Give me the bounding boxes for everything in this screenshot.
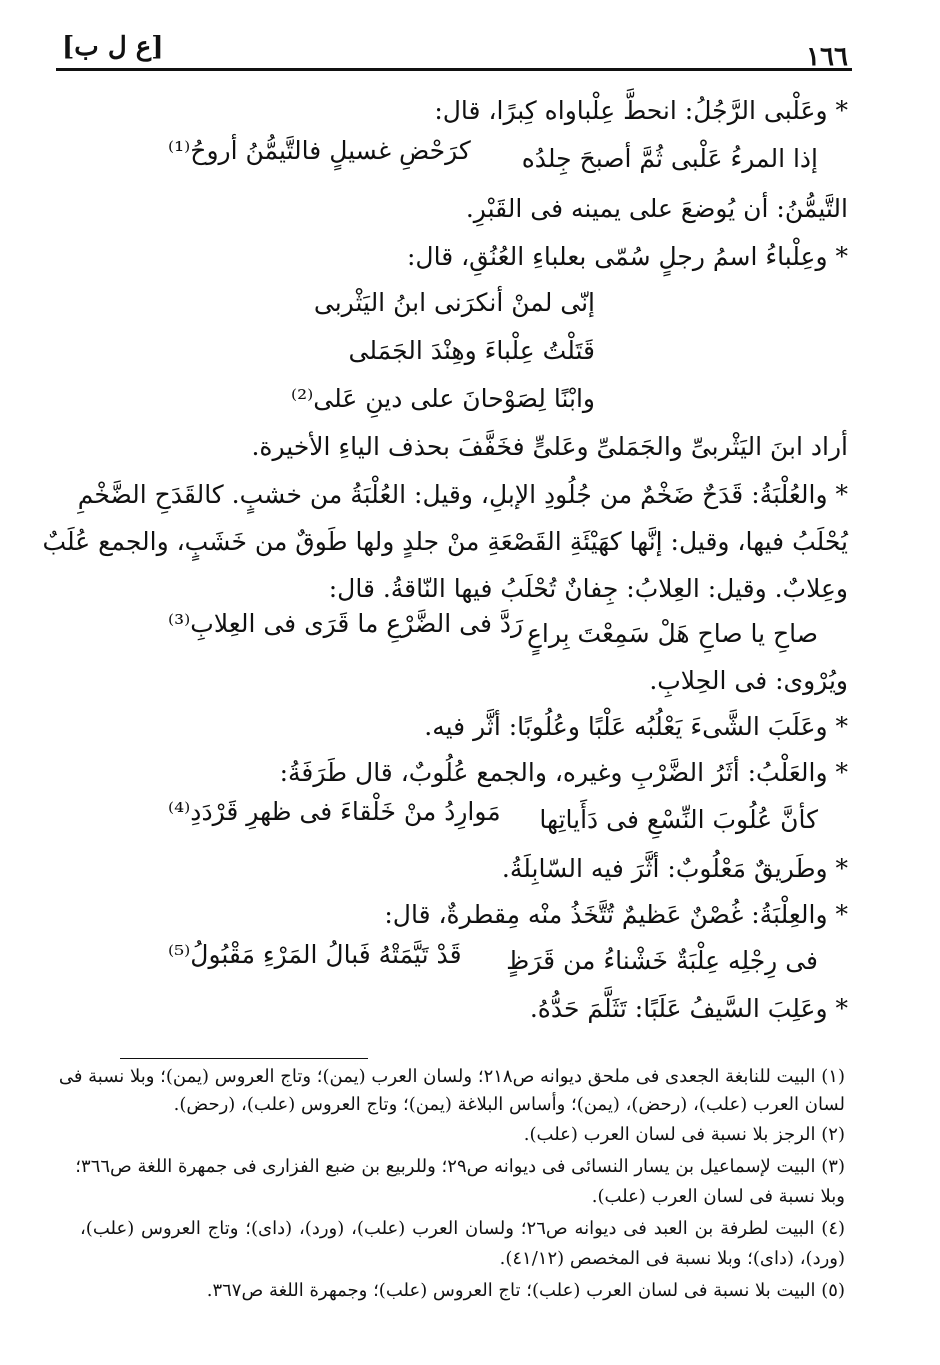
footnote-line: (٣) البيت لإسماعيل بن يسار النسائى فى ديوانه ص٢٩؛ وللربيع بن ضبع الفزارى فى جمهرة اللغة ص٣٦٦؛ bbox=[75, 1156, 845, 1177]
rajaz-line: إنّى لمنْ أنكرَنى ابنُ اليَثْربى bbox=[313, 288, 595, 317]
footnote-line: وبلا نسبة فى لسان العرب (علب). bbox=[591, 1186, 845, 1207]
entry-line: وعِلابٌ. وقيل: العِلابُ: جِفانٌ تُحْلَبُ فيها النّاقةُ. قال: bbox=[328, 574, 848, 603]
entry-line: ويُرْوى: فى الحِلابِ. bbox=[649, 666, 848, 695]
entry-line: * والعُلْبَةُ: قَدَحٌ ضَخْمٌ من جُلُودِ الإبلِ، وقيل: العُلْبَةُ من خشبٍ. كالقَدَحِ الضَّخْمِ bbox=[77, 480, 848, 509]
entry-line: يُحْلَبُ فيها، وقيل: إنَّها كهَيْئَةِ القَصْعَةِ منْ جلدٍ ولها طَوقٌ من خَشَبٍ، والجمع عُلَبٌ bbox=[42, 527, 848, 556]
entry-line: * وطَريقٌ مَعْلُوبٌ: أثَّرَ فيه السّابِلَةُ. bbox=[501, 854, 848, 883]
entry-line: أراد ابنَ اليَثْربىِّ والجَمَلىِّ وعَلىٍّ فخَفَّفَ بحذف الياءِ الأخيرة. bbox=[251, 432, 848, 461]
root-heading: [ع ل ب] bbox=[62, 32, 164, 62]
entry-line: * وعِلْباءُ اسمُ رجلٍ سُمّى بعلباءِ العُنُقِ، قال: bbox=[407, 242, 848, 271]
verse-hemistich-left: قَدْ تَيَّمَتْهُ فَبالُ المَرْءِ مَقْبُولُ⁽⁵⁾ bbox=[168, 940, 462, 969]
footnote-line: (٥) البيت بلا نسبة فى لسان العرب (علب)؛ تاج العروس (علب)؛ وجمهرة اللغة ص٣٦٧. bbox=[206, 1280, 845, 1301]
page-number: ١٦٦ bbox=[806, 42, 848, 72]
verse-hemistich-left: كرَحْضِ غسيلٍ فالتَّيمُّنُ أروحُ⁽¹⁾ bbox=[168, 136, 471, 165]
footnote-line: لسان العرب (علب)، (رحض)، (يمن)؛ وأساس البلاغة (يمن)؛ وتاج العروس (علب)، (رحض). bbox=[173, 1094, 845, 1115]
entry-line: * وعَلِبَ السَّيفُ عَلَبًا: تَثَلَّمَ حَدُّهُ. bbox=[529, 994, 848, 1023]
footnote-line: (ورد)، (داى)؛ وبلا نسبة فى المخصص (٤١/١٢). bbox=[499, 1248, 845, 1269]
footnote-rule bbox=[120, 1058, 368, 1059]
entry-line: * والعِلْبَةُ: غُصْنٌ عَظيمٌ تُتَّخَذُ منْه مِقطرةٌ، قال: bbox=[384, 900, 848, 929]
rajaz-line: قَتَلْتُ عِلْباءَ وهِنْدَ الجَمَلى bbox=[348, 336, 595, 365]
verse-hemistich-right: إذا المرءُ عَلْبى ثُمَّ أصبحَ جِلدُه bbox=[521, 144, 818, 173]
footnote-line: (٢) الرجز بلا نسبة فى لسان العرب (علب). bbox=[523, 1124, 845, 1145]
verse-hemistich-right: صاحِ يا صاحِ هَلْ سَمِعْتَ بِراعٍ bbox=[526, 619, 818, 648]
entry-line: * وعَلَبَ الشَّىءَ يَعْلُبُه عَلْبًا وعُلُوبًا: أثَّر فيه. bbox=[424, 712, 848, 741]
rajaz-line: وابْنًا لِصَوْحانَ على دينِ عَلى⁽²⁾ bbox=[290, 384, 595, 413]
verse-hemistich-right: فى رِجْلِه عِلْبَةٌ خَشْناءُ من قَرَظٍ bbox=[506, 946, 818, 975]
header-rule bbox=[56, 68, 852, 71]
verse-hemistich-left: مَوارِدُ منْ خَلْقاءَ فى ظهرِ قَرْدَدِ⁽⁴⁾ bbox=[168, 797, 501, 826]
footnote-line: (١) البيت للنابغة الجعدى فى ملحق ديوانه ص٢١٨؛ ولسان العرب (يمن)؛ وتاج العروس (يمن)؛ وبلا نسبة فى bbox=[58, 1066, 845, 1087]
verse-hemistich-right: كأنَّ عُلُوبَ النِّسْعِ فى دَأَياتِها bbox=[539, 805, 818, 834]
entry-line: * وعَلْبى الرَّجُلُ: انحطَّ عِلْباواه كِبرًا، قال: bbox=[434, 96, 848, 125]
entry-line: * والعَلْبُ: أثَرُ الضَّرْبِ وغيره، والجمع عُلُوبٌ، قال طَرَفَةُ: bbox=[279, 758, 848, 787]
entry-line: التَّيمُّنُ: أن يُوضعَ على يمينه فى القَبْرِ. bbox=[465, 194, 848, 223]
footnote-line: (٤) البيت لطرفة بن العبد فى ديوانه ص٢٦؛ ولسان العرب (علب)، (ورد)، (داى)؛ وتاج العروس (علب)، bbox=[80, 1218, 846, 1239]
verse-hemistich-left: رَدَّ فى الضَّرْعِ ما قَرَى فى العِلابِ⁽³⁾ bbox=[168, 609, 524, 638]
